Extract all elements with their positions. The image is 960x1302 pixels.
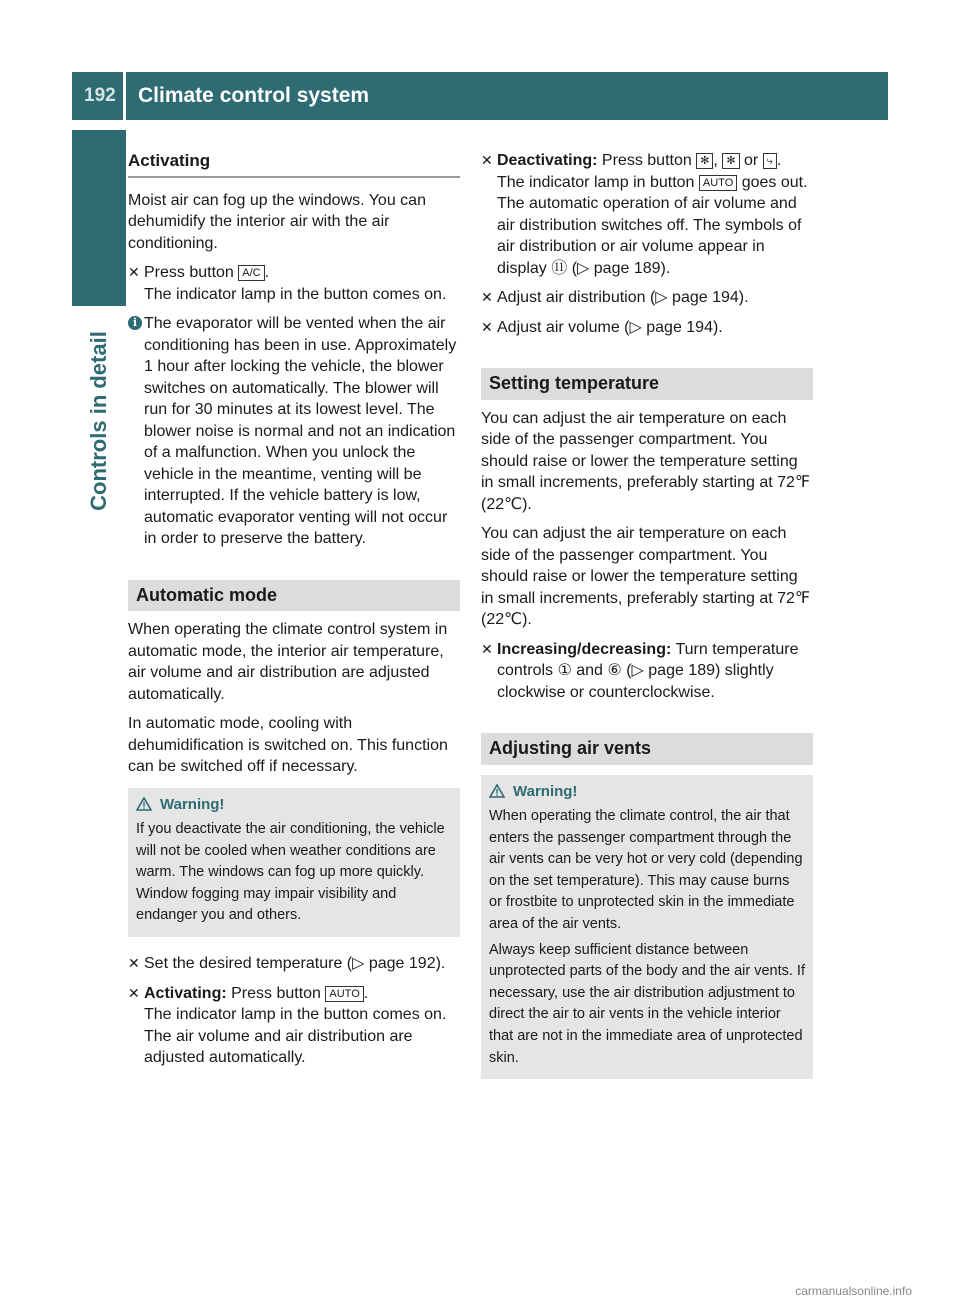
temperature-para-2: You can adjust the air temperature on each side of the passenger compartment. You should raise or lower the temperature setting in small increments, preferably starting at 72℉ (22℃). xyxy=(481,525,811,628)
step-increasing-decreasing: ✕ Increasing/decreasing: Turn temperature controls ① and ⑥ (▷ page 189) slightly clockwise or counterclockwise. xyxy=(481,640,799,701)
warning-box-ac xyxy=(128,788,460,938)
ac-button-icon: A/C xyxy=(238,265,264,281)
warning-triangle-icon xyxy=(489,784,505,798)
step-marker-icon: ✕ xyxy=(128,984,140,1001)
step-marker-icon: ✕ xyxy=(128,955,140,972)
warning-box-vents xyxy=(481,775,813,1080)
section-side-tab xyxy=(72,306,126,536)
step-marker-icon: ✕ xyxy=(481,318,493,335)
auto-button-icon: AUTO xyxy=(325,986,363,1002)
automatic-mode-heading: Automatic mode xyxy=(128,580,460,612)
step-air-distribution: ✕ Adjust air distribution (▷ page 194). xyxy=(481,287,813,309)
step-activating: ✕ Activating: Press button AUTO . The indicator lamp in the button comes on. The air volume and air distribution are adjusted automatically. xyxy=(128,984,447,1067)
section-side-tab-label: Controls in detail xyxy=(86,331,111,511)
step-deactivating: ✕ Deactivating: Press button ✻ , ✻ or ⤷ . The indicator lamp in button AUTO goes out. The automatic operation of air volume and air distribution switches off. The symbols of air distribution or air volume appear in display ⑪ (▷ page 189). xyxy=(481,152,808,277)
warning-title: Warning! xyxy=(513,782,578,800)
watermark: carmanualsonline.info xyxy=(795,1284,912,1298)
warning-title: Warning! xyxy=(160,795,225,813)
step-marker-icon: ✕ xyxy=(128,264,140,280)
warning-triangle-icon xyxy=(136,797,152,811)
page-number: 192 xyxy=(72,72,126,120)
left-column xyxy=(128,150,460,1077)
page-title: Climate control system xyxy=(138,84,370,107)
fan-high-icon: ✻ xyxy=(722,153,739,169)
step-marker-icon: ✕ xyxy=(481,289,493,305)
step-press-ac: ✕ Press button A/C . The indicator lamp in the button comes on. xyxy=(128,264,447,303)
info-note: i The evaporator will be vented when the air conditioning has been in use. Approximately 1 hour after locking the vehicle, the blower switches on automatically. The blower will run for 30 minutes at its lowest level. The blower noise is normal and not an indication of a malfunction. When you unlock the vehicle in the meantime, venting will be interrupted. If the vehicle battery is low, automatic evaporator venting will not occur in order to preserve the battery. xyxy=(128,313,460,550)
warning-para-1: When operating the climate control, the air that enters the passenger compartment through the air vents can be very hot or very cold (depending on the set temperature). This may cause burns or frostbite to unprotected skin in the immediate area of the air vents. xyxy=(489,808,803,933)
activating-intro: Moist air can fog up the windows. You can dehumidify the interior air with the air conditioning. xyxy=(128,191,426,252)
air-distribution-icon: ⤷ xyxy=(763,153,777,169)
step-marker-icon: ✕ xyxy=(481,640,493,657)
automatic-mode-para-2: In automatic mode, cooling with dehumidification is switched on. This function can be switched off if necessary. xyxy=(128,715,448,775)
temperature-para-1: You can adjust the air temperature on each side of the passenger compartment. You should raise or lower the temperature setting in small increments, preferably starting at 72℉ (22℃). xyxy=(481,409,811,513)
warning-para-2: Always keep sufficient distance between unprotected parts of the body and the air vents. If necessary, use the air distribution adjustment to direct the air to air vents in the vehicle interior that are not in the immediate area of unprotected skin. xyxy=(489,941,805,1066)
info-icon: i xyxy=(128,316,142,330)
right-column xyxy=(481,150,813,1095)
activating-heading: Activating xyxy=(128,150,460,178)
adjusting-air-vents-heading: Adjusting air vents xyxy=(481,733,813,765)
step-air-volume: ✕ Adjust air volume (▷ page 194). xyxy=(481,317,813,339)
auto-button-icon: AUTO xyxy=(699,175,737,191)
fan-low-icon: ✻ xyxy=(696,153,713,169)
warning-text: If you deactivate the air conditioning, the vehicle will not be cooled when weather conditions are warm. The windows can fog up more quickly. Window fogging may impair visibility and endanger you and others. xyxy=(136,821,445,924)
step-marker-icon: ✕ xyxy=(481,152,493,168)
automatic-mode-para-1: When operating the climate control system in automatic mode, the interior air temperature, air volume and air distribution are adjusted automatically. xyxy=(128,621,448,703)
setting-temperature-heading: Setting temperature xyxy=(481,368,813,400)
side-color-block xyxy=(72,130,126,306)
page-header xyxy=(72,72,888,120)
step-set-temperature: ✕ Set the desired temperature (▷ page 192). xyxy=(128,953,460,975)
